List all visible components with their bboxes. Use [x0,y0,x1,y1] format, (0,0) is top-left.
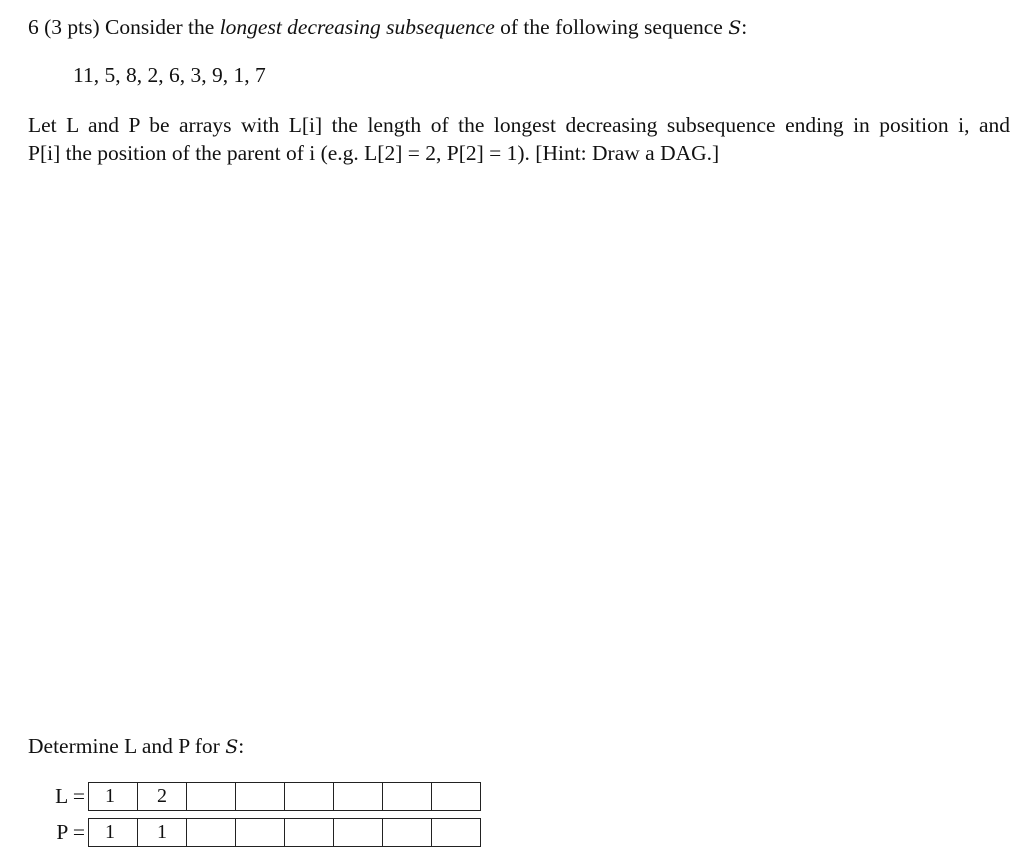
p-cell-3[interactable] [187,819,236,846]
l-cell-7[interactable] [383,783,432,810]
question-intro: Consider the [105,15,215,39]
l-cell-2[interactable]: 2 [138,783,187,810]
question-number: 6 [28,15,39,39]
l-cell-3[interactable] [187,783,236,810]
p-cell-7[interactable] [383,819,432,846]
l-array-table [88,782,481,811]
l-cell-5[interactable] [285,783,334,810]
p-array-table [88,818,481,847]
determine-variable: S [225,736,239,758]
p-cell-1[interactable]: 1 [89,819,138,846]
question-term: longest decreasing subsequence [219,15,495,39]
sequence-values: 11, 5, 8, 2, 6, 3, 9, 1, 7 [73,63,266,87]
question-points: (3 pts) [44,15,100,39]
p-cell-8[interactable] [432,819,480,846]
l-cell-4[interactable] [236,783,285,810]
definition-line-2: P[i] the position of the parent of i (e.g. L[2] = 2, P[2] = 1). [Hint: Draw a DAG.] [28,141,720,165]
l-cell-8[interactable] [432,783,480,810]
sequence-variable: S [728,17,742,39]
p-array-label: P = [56,820,85,844]
definition-paragraph [28,111,1010,167]
determine-text: Determine L and P for [28,734,220,758]
determine-prompt [28,732,244,761]
question-heading [28,13,747,42]
l-cell-1[interactable]: 1 [89,783,138,810]
p-cell-4[interactable] [236,819,285,846]
p-cell-2[interactable]: 1 [138,819,187,846]
determine-colon: : [238,734,245,758]
l-cell-6[interactable] [334,783,383,810]
question-intro-rest: of the following sequence [500,15,723,39]
definition-line-1: Let L and P be arrays with L[i] the length of the longest decreasing subsequence ending in position i, and [28,113,1010,137]
p-cell-5[interactable] [285,819,334,846]
question-colon: : [741,15,748,39]
p-cell-6[interactable] [334,819,383,846]
l-array-label: L = [55,784,85,808]
